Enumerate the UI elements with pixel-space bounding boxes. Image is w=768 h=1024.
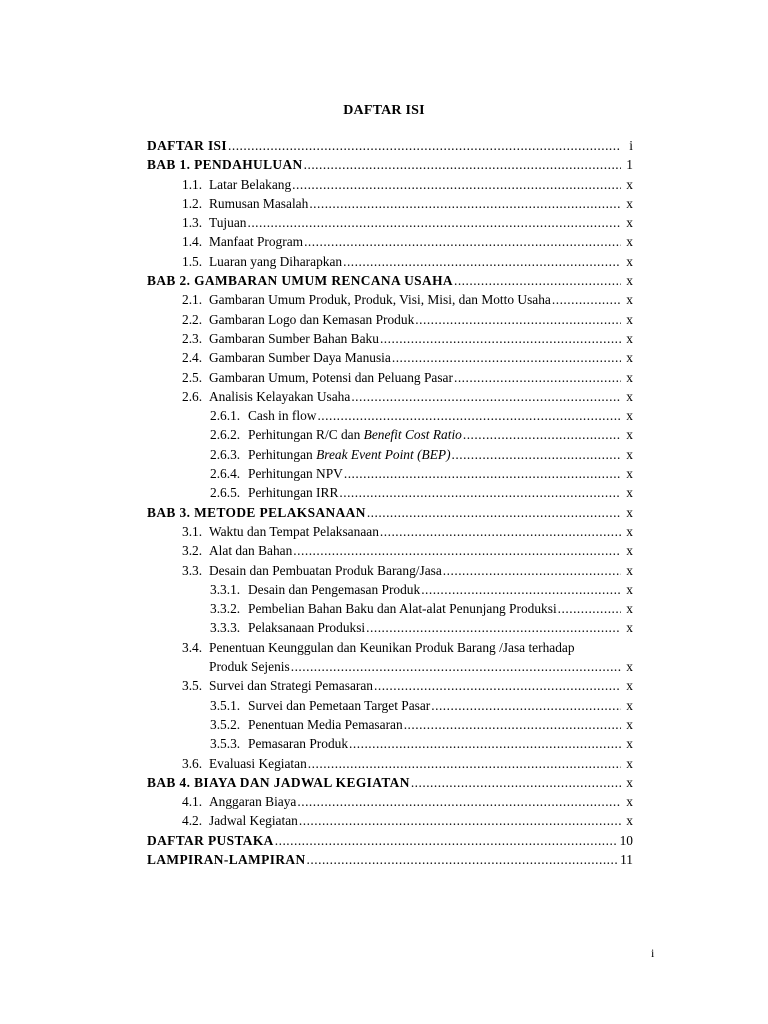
- toc-page-number: x: [626, 755, 633, 771]
- toc-entry-number: 2.3.: [182, 330, 203, 346]
- toc-entry-text: Analisis Kelayakan Usaha: [209, 388, 351, 404]
- toc-entry-number: 1.2.: [182, 195, 203, 211]
- toc-entry-3-5[interactable]: [147, 676, 633, 695]
- toc-entry-text: Penentuan Keunggulan dan Keunikan Produk Barang /Jasa terhadap: [209, 639, 575, 655]
- page-footer-number: i: [651, 946, 655, 960]
- toc-entry-number: 2.5.: [182, 369, 203, 385]
- toc-page-number: x: [626, 408, 633, 424]
- toc-entry-text: Perhitungan NPV: [248, 466, 343, 482]
- toc-entry-3-5-1[interactable]: [147, 696, 633, 715]
- toc-entry-number: 3.5.1.: [210, 697, 241, 713]
- toc-page-number: x: [626, 388, 633, 404]
- dot-leader: [463, 425, 621, 444]
- toc-entry-text: Desain dan Pengemasan Produk: [248, 581, 421, 597]
- toc-entry-daftar-isi[interactable]: [147, 136, 633, 155]
- toc-entry-text: BAB 4. BIAYA DAN JADWAL KEGIATAN: [147, 774, 410, 790]
- toc-entry-text: Gambaran Umum Produk, Produk, Visi, Misi, dan Motto Usaha: [209, 292, 551, 308]
- toc-entry-3-3-1[interactable]: [147, 580, 633, 599]
- toc-entry-text: Latar Belakang: [209, 176, 292, 192]
- dot-leader: [392, 348, 621, 367]
- toc-page-number: x: [626, 774, 633, 790]
- toc-entry-number: 3.5.2.: [210, 716, 241, 732]
- toc-page-number: x: [626, 176, 633, 192]
- toc-entry-number: 2.6.2.: [210, 427, 241, 443]
- dot-leader: [339, 483, 621, 502]
- toc-entry-text: Gambaran Sumber Daya Manusia: [209, 350, 391, 366]
- toc-page-number: x: [626, 716, 633, 732]
- dot-leader: [366, 618, 621, 637]
- toc-entry-3-5-2[interactable]: [147, 715, 633, 734]
- toc-entry-2-3[interactable]: [147, 329, 633, 348]
- toc-entry-3-5-3[interactable]: [147, 734, 633, 753]
- toc-page-number: x: [626, 369, 633, 385]
- toc-entry-text: Gambaran Sumber Bahan Baku: [209, 330, 379, 346]
- toc-entry-number: 4.1.: [182, 794, 203, 810]
- toc-entry-text: Perhitungan IRR: [248, 485, 339, 501]
- toc-entry-text: Gambaran Logo dan Kemasan Produk: [209, 311, 415, 327]
- toc-entry-text: Pembelian Bahan Baku dan Alat-alat Penunjang Produksi: [248, 601, 557, 617]
- toc-page-number: x: [626, 485, 633, 501]
- toc-page-number: x: [626, 543, 633, 559]
- toc-entry-number: 2.4.: [182, 350, 203, 366]
- dot-leader: [411, 773, 621, 792]
- toc-entry-bab-4[interactable]: [147, 773, 633, 792]
- toc-entry-number: 2.6.: [182, 388, 203, 404]
- toc-page-number: x: [626, 330, 633, 346]
- toc-entry-text: LAMPIRAN-LAMPIRAN: [147, 851, 306, 867]
- toc-entry-text: [248, 445, 451, 464]
- dot-leader: [349, 734, 621, 753]
- toc-entry-number: 1.5.: [182, 253, 203, 269]
- toc-entry-text: DAFTAR PUSTAKA: [147, 832, 274, 848]
- toc-entry-1-4[interactable]: [147, 232, 633, 251]
- dot-leader: [299, 811, 621, 830]
- toc-page-number: x: [626, 292, 633, 308]
- dot-leader: [454, 271, 621, 290]
- toc-page-number: x: [626, 562, 633, 578]
- toc-entry-text: Jadwal Kegiatan: [209, 813, 298, 829]
- toc-page-number: 1: [626, 157, 633, 173]
- toc-entry-number: 2.1.: [182, 292, 203, 308]
- dot-leader: [275, 831, 618, 850]
- toc-page-number: x: [626, 446, 633, 462]
- table-of-contents: [147, 136, 633, 869]
- toc-entry-3-2[interactable]: [147, 541, 633, 560]
- dot-leader: [292, 175, 621, 194]
- toc-entry-bab-3[interactable]: [147, 503, 633, 522]
- toc-entry-text-prefix: Perhitungan: [248, 446, 317, 462]
- toc-entry-text-prefix: Perhitungan R/C dan: [248, 427, 364, 443]
- toc-page-number: x: [626, 523, 633, 539]
- toc-page-number: x: [626, 350, 633, 366]
- toc-entry-4-1[interactable]: [147, 792, 633, 811]
- dot-leader: [367, 503, 621, 522]
- toc-entry-text: Survei dan Strategi Pemasaran: [209, 678, 373, 694]
- toc-entry-3-3[interactable]: [147, 561, 633, 580]
- toc-page-number: x: [626, 659, 633, 675]
- dot-leader: [317, 406, 621, 425]
- toc-page-number: x: [626, 678, 633, 694]
- toc-entry-text-italic: Benefit Cost Ratio: [363, 427, 462, 443]
- toc-entry-2-4[interactable]: [147, 348, 633, 367]
- toc-entry-2-6-3[interactable]: [147, 445, 633, 464]
- dot-leader: [343, 252, 621, 271]
- toc-entry-text: Anggaran Biaya: [209, 794, 297, 810]
- dot-leader: [297, 792, 621, 811]
- toc-entry-lampiran[interactable]: [147, 850, 633, 869]
- dot-leader: [344, 464, 621, 483]
- toc-entry-text: [248, 425, 462, 444]
- toc-page-number: x: [626, 504, 633, 520]
- page-title: DAFTAR ISI: [343, 103, 425, 118]
- dot-leader: [380, 329, 621, 348]
- dot-leader: [291, 657, 621, 676]
- toc-entry-text: Survei dan Pemetaan Target Pasar: [248, 697, 431, 713]
- toc-entry-number: 4.2.: [182, 813, 203, 829]
- dot-leader: [307, 850, 619, 869]
- toc-entry-number: 1.1.: [182, 176, 203, 192]
- toc-entry-1-3[interactable]: [147, 213, 633, 232]
- toc-entry-3-6[interactable]: [147, 754, 633, 773]
- dot-leader: [309, 194, 621, 213]
- dot-leader: [293, 541, 621, 560]
- toc-page-number: x: [626, 697, 633, 713]
- dot-leader: [452, 445, 621, 464]
- dot-leader: [374, 676, 621, 695]
- toc-entry-2-6-5[interactable]: [147, 483, 633, 502]
- dot-leader: [415, 310, 621, 329]
- toc-page-number: x: [626, 466, 633, 482]
- dot-leader: [454, 368, 621, 387]
- toc-entry-number: 3.3.: [182, 562, 203, 578]
- toc-page-number: x: [626, 311, 633, 327]
- toc-entry-daftar-pustaka[interactable]: [147, 831, 633, 850]
- toc-entry-3-3-2[interactable]: [147, 599, 633, 618]
- toc-entry-number: 2.6.4.: [210, 466, 241, 482]
- toc-entry-4-2[interactable]: [147, 811, 633, 830]
- toc-entry-text: Manfaat Program: [209, 234, 304, 250]
- toc-entry-text: BAB 2. GAMBARAN UMUM RENCANA USAHA: [147, 273, 453, 289]
- dot-leader: [304, 232, 621, 251]
- toc-page-number: x: [626, 581, 633, 597]
- dot-leader: [228, 136, 621, 155]
- toc-entry-text-continued: Produk Sejenis: [209, 659, 290, 675]
- toc-entry-number: 2.6.1.: [210, 408, 241, 424]
- toc-entry-number: 3.3.2.: [210, 601, 241, 617]
- toc-entry-3-4-line1[interactable]: [147, 638, 633, 657]
- toc-entry-1-1[interactable]: [147, 175, 633, 194]
- toc-page-number: x: [626, 794, 633, 810]
- toc-entry-number: 3.3.3.: [210, 620, 241, 636]
- toc-entry-number: 2.2.: [182, 311, 203, 327]
- toc-entry-number: 2.6.5.: [210, 485, 241, 501]
- toc-page-number: x: [626, 736, 633, 752]
- toc-entry-text: DAFTAR ISI: [147, 138, 228, 153]
- toc-page-number: x: [626, 215, 633, 231]
- toc-entry-text: Desain dan Pembuatan Produk Barang/Jasa: [209, 562, 442, 578]
- dot-leader: [380, 522, 621, 541]
- dot-leader: [404, 715, 621, 734]
- toc-entry-number: 3.3.1.: [210, 581, 241, 597]
- toc-entry-bab-1[interactable]: [147, 155, 633, 174]
- toc-entry-text: Penentuan Media Pemasaran: [248, 716, 403, 732]
- toc-page-number: 10: [619, 832, 633, 848]
- toc-entry-2-6[interactable]: [147, 387, 633, 406]
- toc-page-number: x: [626, 427, 633, 443]
- toc-entry-text: BAB 1. PENDAHULUAN: [147, 157, 303, 173]
- toc-entry-number: 3.6.: [182, 755, 203, 771]
- toc-entry-text: Rumusan Masalah: [209, 195, 309, 211]
- toc-entry-2-6-4[interactable]: [147, 464, 633, 483]
- toc-page-number: x: [626, 273, 633, 289]
- dot-leader: [351, 387, 621, 406]
- toc-entry-3-3-3[interactable]: [147, 618, 633, 637]
- toc-page-number: x: [626, 234, 633, 250]
- dot-leader: [304, 155, 621, 174]
- toc-entry-number: 3.5.3.: [210, 736, 241, 752]
- toc-entry-number: 3.5.: [182, 678, 203, 694]
- toc-entry-text: Tujuan: [209, 215, 247, 231]
- toc-entry-number: 3.4.: [182, 639, 203, 655]
- toc-page-number: x: [626, 813, 633, 829]
- dot-leader: [558, 599, 621, 618]
- toc-entry-text: Waktu dan Tempat Pelaksanaan: [209, 523, 379, 539]
- dot-leader: [421, 580, 621, 599]
- toc-entry-text: Evaluasi Kegiatan: [209, 755, 307, 771]
- toc-entry-number: 3.2.: [182, 543, 203, 559]
- toc-entry-1-5[interactable]: [147, 252, 633, 271]
- toc-entry-text: Luaran yang Diharapkan: [209, 253, 343, 269]
- toc-entry-2-6-2[interactable]: [147, 425, 633, 444]
- dot-leader: [308, 754, 621, 773]
- toc-entry-3-1[interactable]: [147, 522, 633, 541]
- toc-entry-text: BAB 3. METODE PELAKSANAAN: [147, 504, 366, 520]
- dot-leader: [443, 561, 621, 580]
- toc-entry-2-5[interactable]: [147, 368, 633, 387]
- toc-page-number: i: [629, 138, 633, 153]
- toc-entry-2-1[interactable]: [147, 290, 633, 309]
- toc-page-number: x: [626, 253, 633, 269]
- toc-entry-text-italic: Break Event Point (BEP): [316, 446, 451, 462]
- toc-entry-number: 2.6.3.: [210, 446, 241, 462]
- toc-entry-number: 1.3.: [182, 215, 203, 231]
- toc-entry-text: Pelaksanaan Produksi: [248, 620, 366, 636]
- toc-page-number: x: [626, 601, 633, 617]
- toc-entry-number: 1.4.: [182, 234, 203, 250]
- toc-page-number: 11: [620, 851, 633, 867]
- toc-entry-1-2[interactable]: [147, 194, 633, 213]
- toc-entry-number: 3.1.: [182, 523, 203, 539]
- dot-leader: [552, 290, 621, 309]
- toc-page-number: x: [626, 620, 633, 636]
- toc-entry-2-2[interactable]: [147, 310, 633, 329]
- toc-entry-text: Pemasaran Produk: [248, 736, 349, 752]
- dot-leader: [431, 696, 621, 715]
- toc-entry-text: Cash in flow: [248, 408, 317, 424]
- toc-page-number: x: [626, 195, 633, 211]
- toc-entry-bab-2[interactable]: [147, 271, 633, 290]
- toc-entry-2-6-1[interactable]: [147, 406, 633, 425]
- toc-entry-3-4-line2[interactable]: [147, 657, 633, 676]
- dot-leader: [247, 213, 621, 232]
- toc-entry-text: Alat dan Bahan: [209, 543, 293, 559]
- toc-entry-text: Gambaran Umum, Potensi dan Peluang Pasar: [209, 369, 453, 385]
